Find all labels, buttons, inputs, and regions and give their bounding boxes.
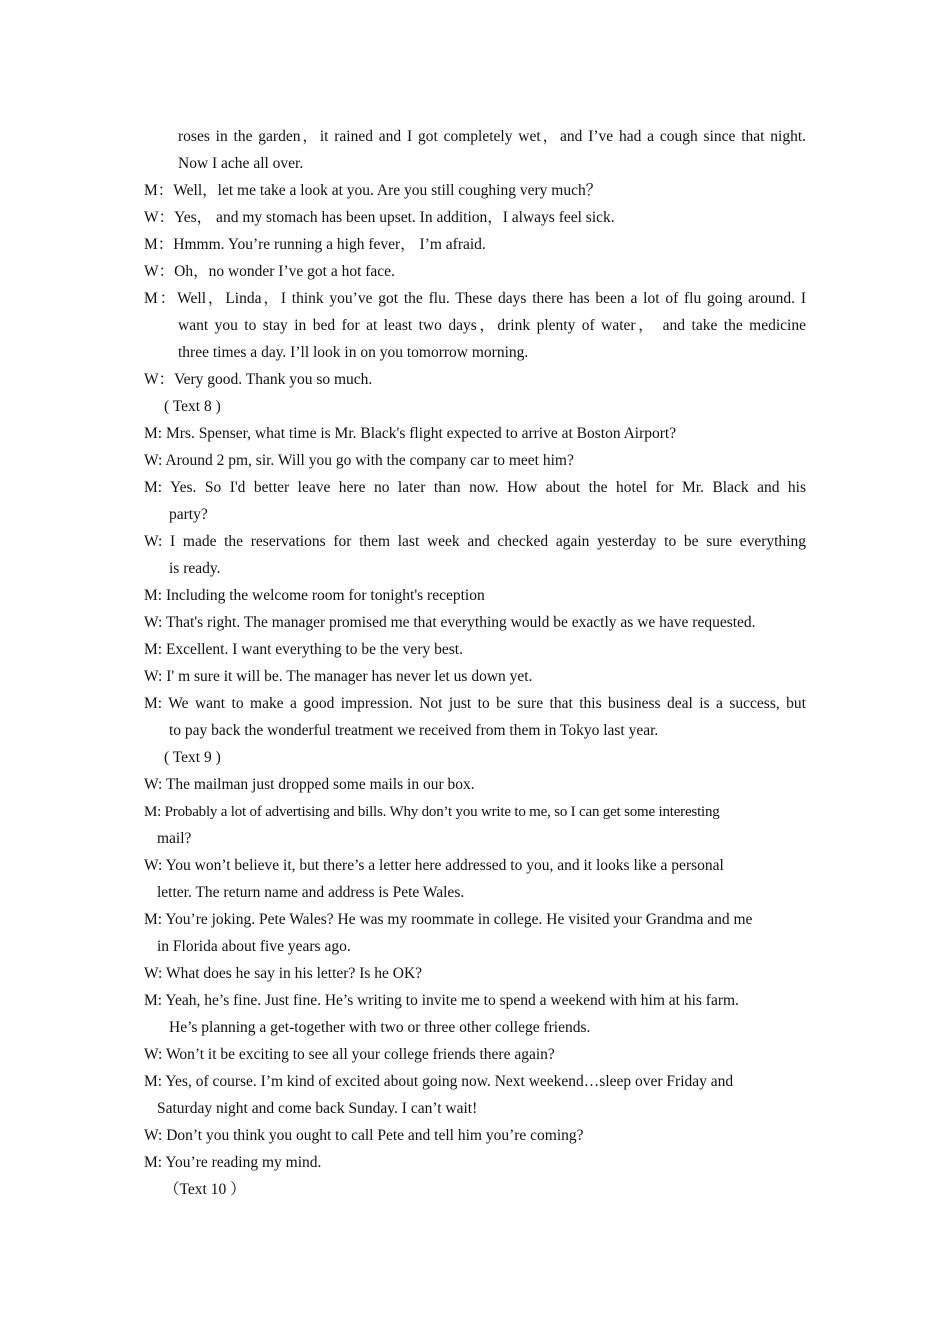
text-line: M：Hmmm. You’re running a high fever， I’m afraid. — [144, 236, 486, 253]
text-line: Saturday night and come back Sunday. I can’t wait! — [157, 1100, 478, 1117]
text-line: W: I made the reservations for them last week and checked again yesterday to be sure everything — [144, 533, 806, 550]
text-line: He’s planning a get-together with two or three other college friends. — [169, 1019, 591, 1036]
text-line: mail? — [157, 830, 192, 847]
text-line: M：Well，Linda，I think you’ve got the flu. These days there has been a lot of flu going around. I — [144, 290, 806, 307]
text-line: M: You’re reading my mind. — [144, 1154, 322, 1171]
text-line: M: You’re joking. Pete Wales? He was my roommate in college. He visited your Grandma and me — [144, 911, 753, 928]
text-line: to pay back the wonderful treatment we received from them in Tokyo last year. — [169, 722, 659, 739]
text-line: roses in the garden，it rained and I got completely wet，and I’ve had a cough since that night. — [178, 128, 806, 145]
text-line: three times a day. I’ll look in on you tomorrow morning. — [178, 344, 529, 361]
text-line: W: The mailman just dropped some mails in our box. — [144, 776, 475, 793]
text-line: W: Around 2 pm, sir. Will you go with the company car to meet him? — [144, 452, 574, 469]
section-heading: ( Text 8 ) — [164, 398, 221, 415]
text-line: want you to stay in bed for at least two days，drink plenty of water， and take the medicine — [178, 317, 806, 334]
text-line: W: That's right. The manager promised me that everything would be exactly as we have requested. — [144, 614, 756, 631]
text-line: W: You won’t believe it, but there’s a letter here addressed to you, and it looks like a personal — [144, 857, 724, 874]
text-line: W: Don’t you think you ought to call Pete and tell him you’re coming? — [144, 1127, 584, 1144]
text-line: M: Probably a lot of advertising and bills. Why don’t you write to me, so I can get some interesting — [144, 804, 720, 820]
text-line: M: Yes. So I'd better leave here no later than now. How about the hotel for Mr. Black and his — [144, 479, 806, 496]
text-line: M: Including the welcome room for tonight's reception — [144, 587, 485, 604]
text-line: W：Yes， and my stomach has been upset. In addition，I always feel sick. — [144, 209, 615, 226]
text-line: Now I ache all over. — [178, 155, 304, 172]
text-line: party? — [169, 506, 208, 523]
text-line: M: Mrs. Spenser, what time is Mr. Black's flight expected to arrive at Boston Airport? — [144, 425, 677, 442]
text-line: letter. The return name and address is Pete Wales. — [157, 884, 465, 901]
section-heading: ( Text 9 ) — [164, 749, 221, 766]
text-line: M: Excellent. I want everything to be the very best. — [144, 641, 463, 658]
text-line: W：Oh，no wonder I’ve got a hot face. — [144, 263, 395, 280]
text-line: W：Very good. Thank you so much. — [144, 371, 373, 388]
text-line: W: What does he say in his letter? Is he OK? — [144, 965, 423, 982]
text-line: M: We want to make a good impression. Not just to be sure that this business deal is a success, but — [144, 695, 806, 712]
text-line: M：Well，let me take a look at you. Are you still coughing very much？ — [144, 182, 602, 199]
text-line: M: Yeah, he’s fine. Just fine. He’s writing to invite me to spend a weekend with him at his farm. — [144, 992, 739, 1009]
text-line: W: I' m sure it will be. The manager has never let us down yet. — [144, 668, 533, 685]
text-line: M: Yes, of course. I’m kind of excited about going now. Next weekend…sleep over Friday and — [144, 1073, 734, 1090]
text-line: in Florida about five years ago. — [157, 938, 351, 955]
text-line: W: Won’t it be exciting to see all your college friends there again? — [144, 1046, 555, 1063]
text-line: is ready. — [169, 560, 221, 577]
section-heading: （Text 10 ） — [164, 1181, 246, 1198]
